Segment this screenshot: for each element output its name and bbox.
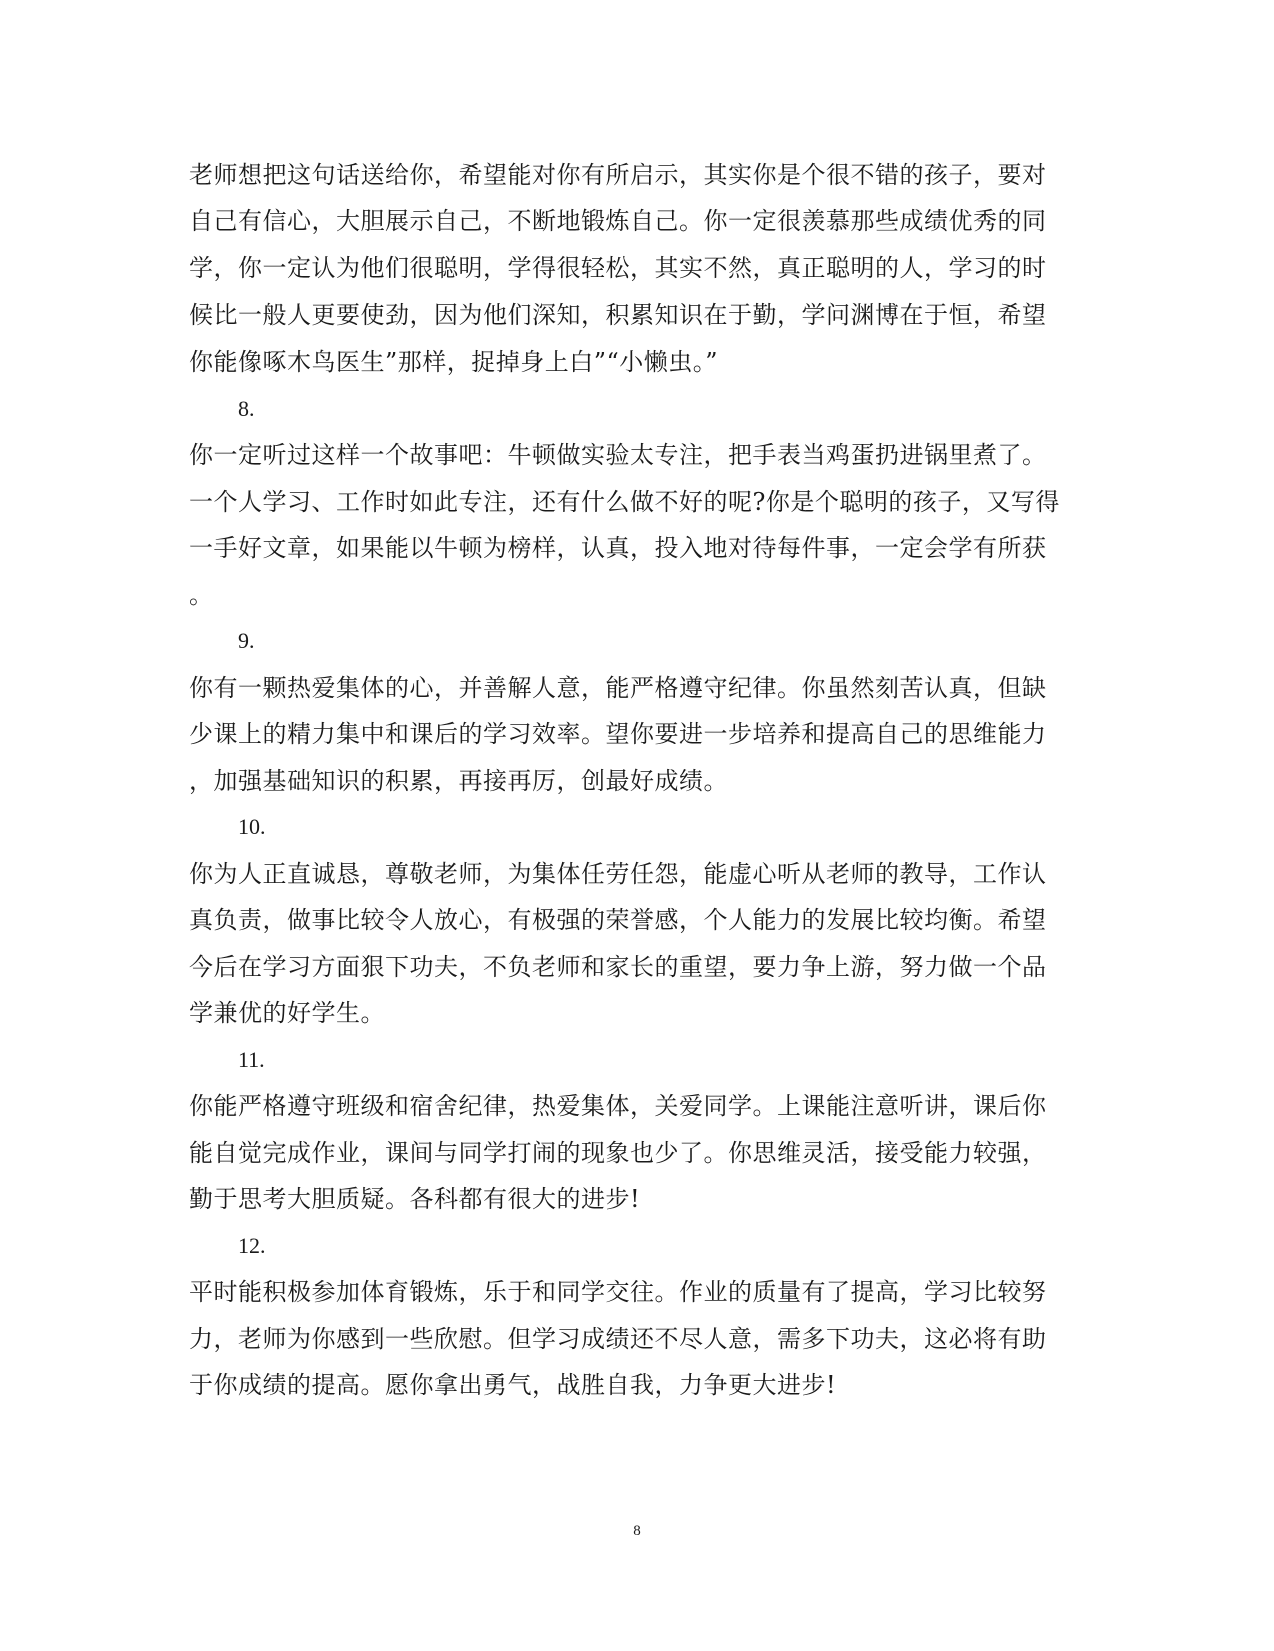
item-number: 11. bbox=[238, 1047, 265, 1072]
item-number: 8. bbox=[238, 396, 255, 421]
page-number: 8 bbox=[633, 1523, 641, 1539]
text-line: 你能严格遵守班级和宿舍纪律，热爱集体，关爱同学。上课能注意听讲，课后你 bbox=[189, 1092, 1047, 1120]
text-line: 你有一颗热爱集体的心，并善解人意，能严格遵守纪律。你虽然刻苦认真，但缺 bbox=[189, 674, 1047, 702]
item-number: 12. bbox=[238, 1233, 266, 1258]
text-line: 老师想把这句话送给你，希望能对你有所启示，其实你是个很不错的孩子，要对 bbox=[189, 161, 1047, 189]
text-line: 自己有信心，大胆展示自己，不断地锻炼自己。你一定很羡慕那些成绩优秀的同 bbox=[189, 207, 1047, 235]
text-line: 一个人学习、工作时如此专注，还有什么做不好的呢?你是个聪明的孩子，又写得 bbox=[189, 488, 1060, 516]
text-line: 平时能积极参加体育锻炼，乐于和同学交往。作业的质量有了提高，学习比较努 bbox=[189, 1278, 1047, 1306]
text-line: ，加强基础知识的积累，再接再厉，创最好成绩。 bbox=[189, 767, 728, 795]
text-line: 你为人正直诚恳，尊敬老师，为集体任劳任怨，能虚心听从老师的教导，工作认 bbox=[189, 860, 1047, 888]
text-line: 少课上的精力集中和课后的学习效率。望你要进一步培养和提高自己的思维能力 bbox=[189, 720, 1047, 748]
text-line: 力，老师为你感到一些欣慰。但学习成绩还不尽人意，需多下功夫，这必将有助 bbox=[189, 1325, 1047, 1353]
text-line: 你能像啄木鸟医生”那样，捉掉身上白”“小懒虫。” bbox=[189, 348, 719, 376]
text-line: 于你成绩的提高。愿你拿出勇气，战胜自我，力争更大进步! bbox=[189, 1371, 837, 1399]
text-line: 学，你一定认为他们很聪明，学得很轻松，其实不然，真正聪明的人，学习的时 bbox=[189, 254, 1047, 282]
item-number: 9. bbox=[238, 628, 255, 653]
text-line: 候比一般人更要使劲，因为他们深知，积累知识在于勤，学问渊博在于恒，希望 bbox=[189, 301, 1047, 329]
text-line: 学兼优的好学生。 bbox=[189, 999, 385, 1027]
text-line: 今后在学习方面狠下功夫，不负老师和家长的重望，要力争上游，努力做一个品 bbox=[189, 953, 1047, 981]
item-number: 10. bbox=[238, 814, 266, 839]
text-line: 真负责，做事比较令人放心，有极强的荣誉感，个人能力的发展比较均衡。希望 bbox=[189, 906, 1047, 934]
text-line: 。 bbox=[189, 581, 214, 609]
text-line: 勤于思考大胆质疑。各科都有很大的进步! bbox=[189, 1185, 641, 1213]
text-line: 你一定听过这样一个故事吧：牛顿做实验太专注，把手表当鸡蛋扔进锅里煮了。 bbox=[189, 441, 1047, 469]
text-line: 能自觉完成作业，课间与同学打闹的现象也少了。你思维灵活，接受能力较强， bbox=[189, 1139, 1047, 1167]
text-line: 一手好文章，如果能以牛顿为榜样，认真，投入地对待每件事，一定会学有所获 bbox=[189, 534, 1047, 562]
